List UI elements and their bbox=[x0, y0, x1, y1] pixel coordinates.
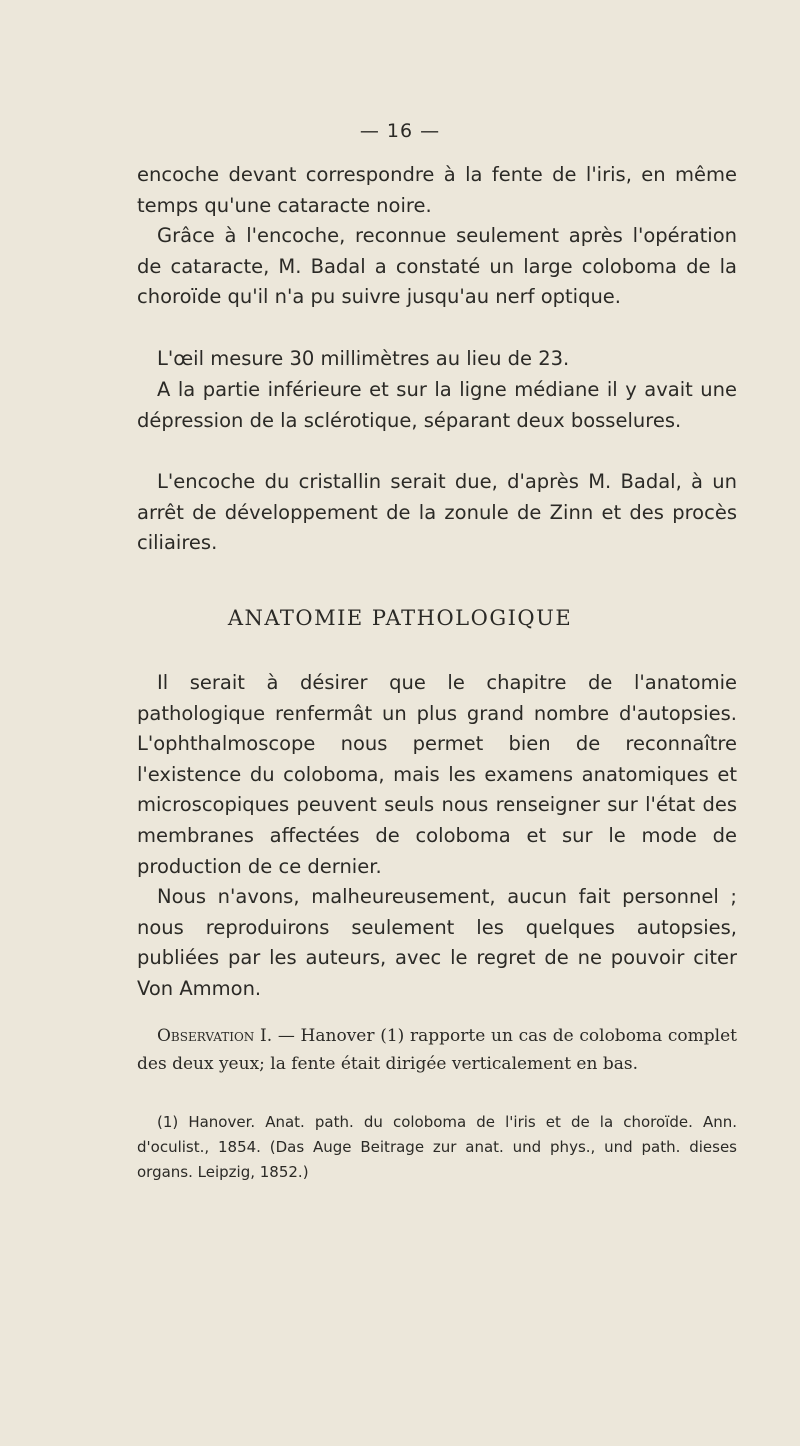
observation-label: Observation I. bbox=[157, 1026, 273, 1046]
paragraph-1: encoche devant correspondre à la fente de l'iris, en même temps qu'une cataracte noire. bbox=[137, 163, 737, 217]
paragraph-2: Grâce à l'encoche, reconnue seulement après l'opération de cataracte, M. Badal a constaté un large coloboma de la choroïde qu'il n'a pu suivre jusqu'au nerf optique. bbox=[137, 224, 737, 309]
paragraph-5: L'encoche du cristallin serait due, d'après M. Badal, à un arrêt de développement de la zonule de Zinn et des procès ciliaires. bbox=[137, 470, 737, 555]
footnote: (1) Hanover. Anat. path. du coloboma de l'iris et de la choroïde. Ann. d'oculist., 1854. (Das Auge Beitrage zur anat. und phys., und path. dieses organs. Leipzig, 1852.) bbox=[137, 1113, 737, 1181]
paragraph-4: A la partie inférieure et sur la ligne médiane il y avait une dépression de la sclérotique, séparant deux bosselures. bbox=[137, 378, 737, 432]
section-paragraph-1: Il serait à désirer que le chapitre de l'anatomie pathologique renfermât un plus grand nombre d'autopsies. L'ophthalmoscope nous permet bien de reconnaître l'existence du coloboma, mais les examens anatomiques et microscopiques peuvent seuls nous renseigner sur l'état des membranes affectées de coloboma et sur le mode de production de ce dernier. bbox=[137, 671, 737, 878]
section-heading: ANATOMIE PATHOLOGIQUE bbox=[227, 606, 573, 630]
page-number: — 16 — bbox=[359, 120, 441, 142]
section-paragraph-2: Nous n'avons, malheureusement, aucun fait personnel ; nous reproduirons seulement les quelques autopsies, publiées par les auteurs, avec le regret de ne pouvoir citer Von Ammon. bbox=[137, 885, 737, 1000]
observation-paragraph bbox=[137, 1022, 737, 1078]
paragraph-3: L'œil mesure 30 millimètres au lieu de 23. bbox=[157, 347, 570, 370]
observation-text: — Hanover (1) rapporte un cas de coloboma complet des deux yeux; la fente était dirigée verticalement en bas. bbox=[137, 1026, 737, 1074]
